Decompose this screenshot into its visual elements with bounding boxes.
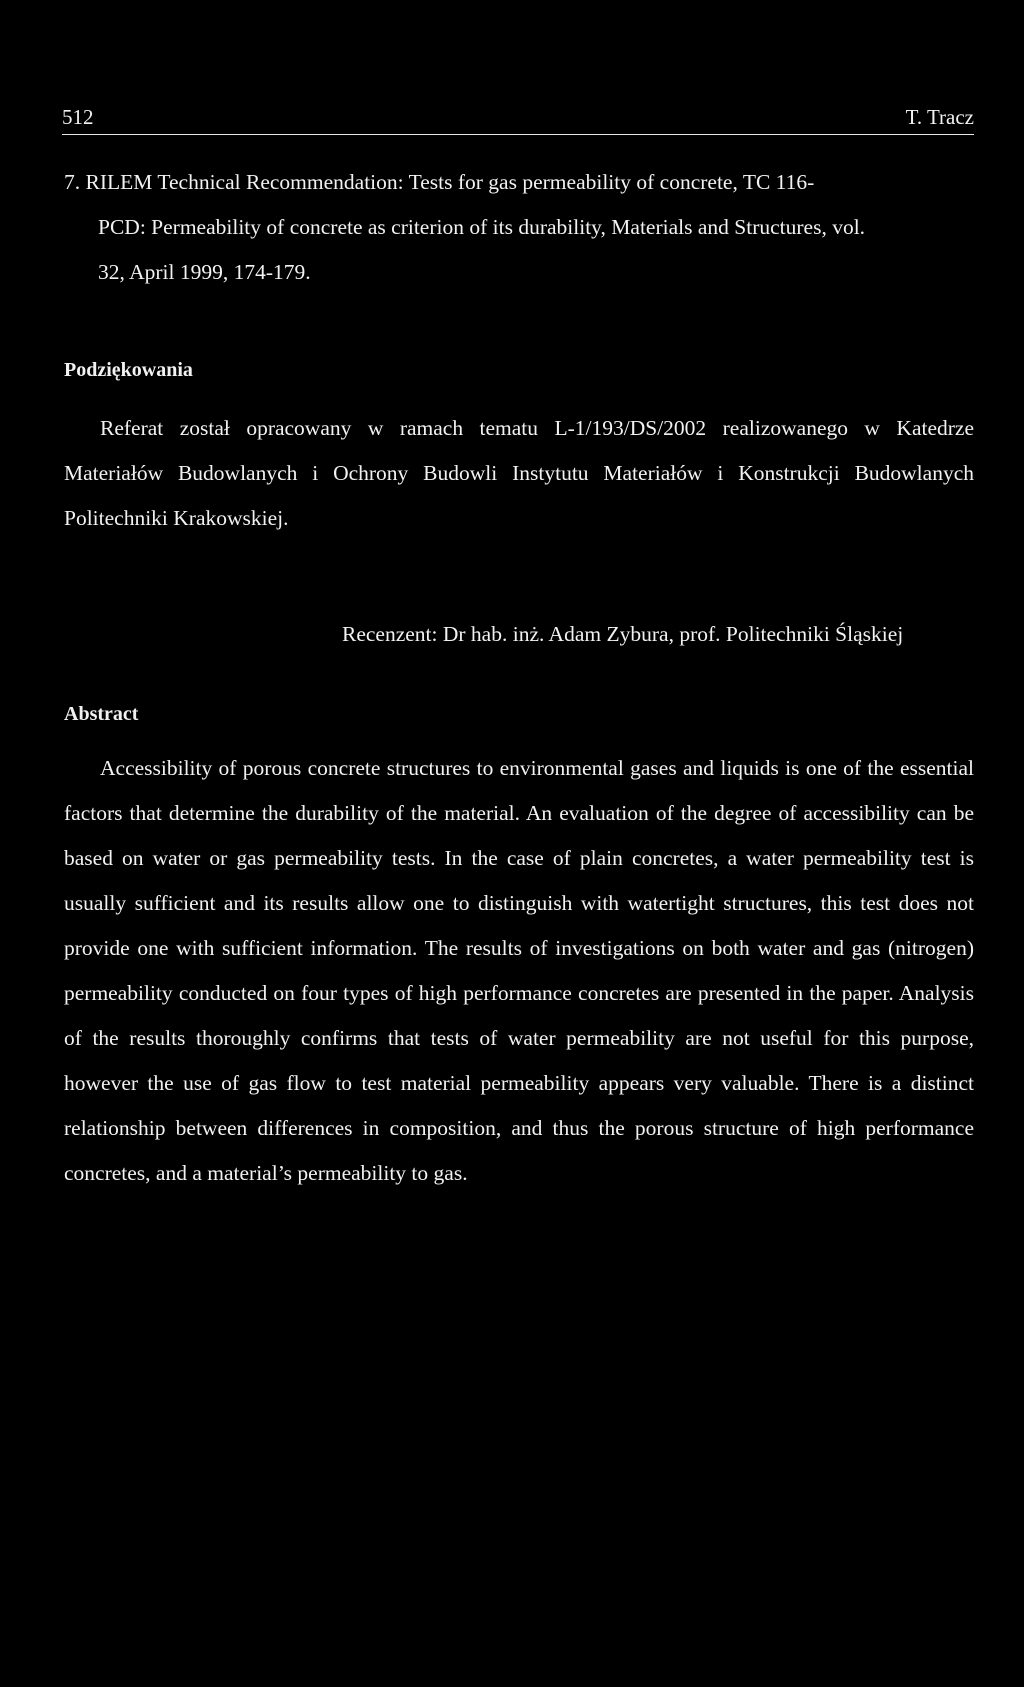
running-header <box>62 104 974 135</box>
reviewer-line: Recenzent: Dr hab. inż. Adam Zybura, prof. Politechniki Śląskiej <box>342 622 904 646</box>
reference-line: PCD: Permeability of concrete as criterion of its durability, Materials and Structures, vol. <box>98 215 866 239</box>
reference-line: 32, April 1999, 174-179. <box>98 260 311 284</box>
reference-entry <box>64 160 974 295</box>
acknowledgements-text: Referat został opracowany w ramach tematu L-1/193/DS/2002 realizowanego w Katedrze Materiałów Budowlanych i Ochrony Budowli Instytutu Materiałów i Konstrukcji Budowlanych Politechniki Krakowskiej. <box>64 416 974 530</box>
abstract-heading: Abstract <box>64 703 139 725</box>
running-author: T. Tracz <box>905 105 974 129</box>
reference-line: 7. RILEM Technical Recommendation: Tests for gas permeability of concrete, TC 116- <box>64 170 815 194</box>
acknowledgements-heading: Podziękowania <box>64 359 193 381</box>
page-number: 512 <box>62 105 94 129</box>
abstract-text: Accessibility of porous concrete structures to environmental gases and liquids is one of the essential factors that determine the durability of the material. An evaluation of the degree of accessibility can be based on water or gas permeability tests. In the case of plain concretes, a water permeability test is usually sufficient and its results allow one to distinguish with watertight structures, this test does not provide one with sufficient information. The results of investigations on both water and gas (nitrogen) permeability conducted on four types of high performance concretes are presented in the paper. Analysis of the results thoroughly confirms that tests of water permeability are not useful for this purpose, however the use of gas flow to test material permeability appears very valuable. There is a distinct relationship between differences in composition, and thus the porous structure of high performance concretes, and a material’s permeability to gas. <box>64 756 974 1185</box>
